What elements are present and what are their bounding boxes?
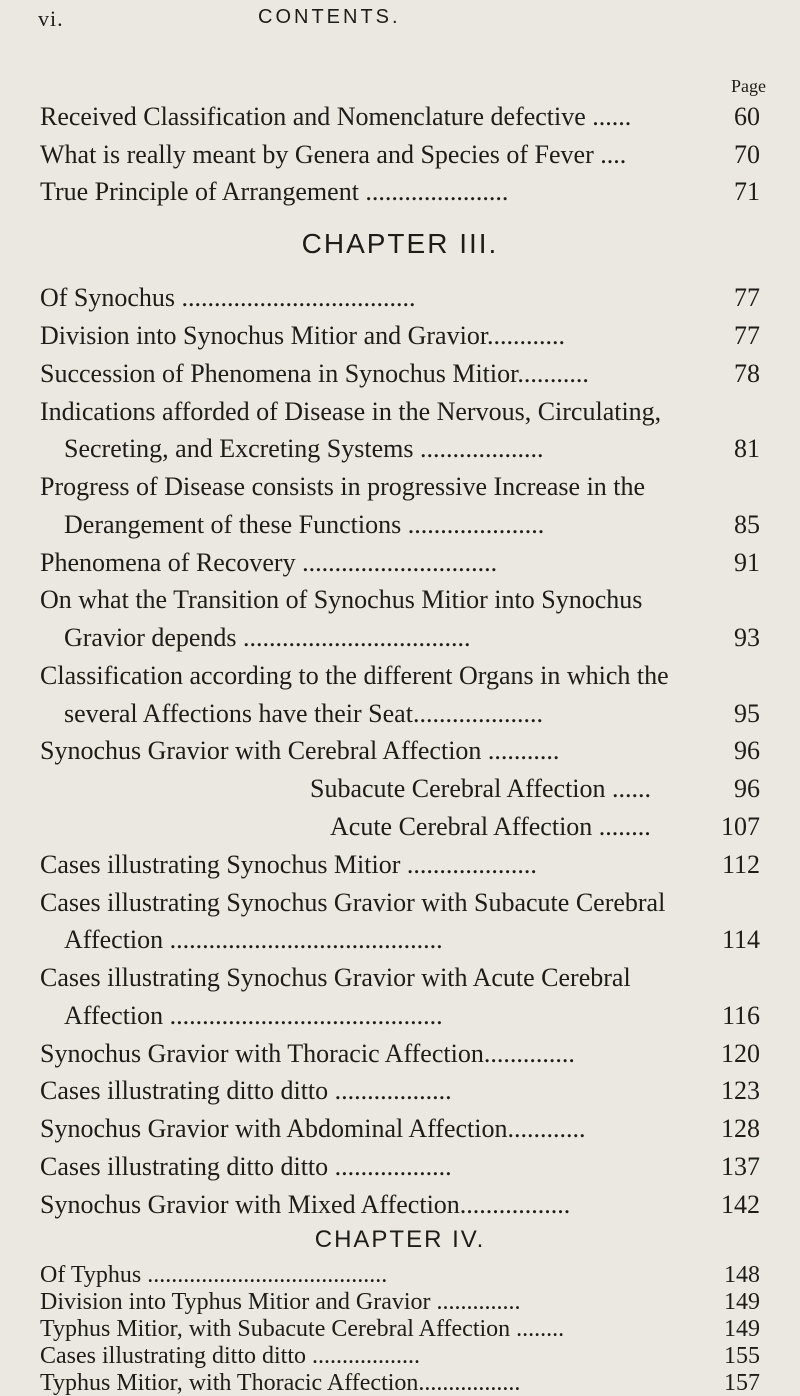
toc-page: 120 [721, 1039, 760, 1068]
toc-entry: Phenomena of Recovery .............................. [40, 548, 498, 577]
toc-page: 78 [734, 359, 760, 388]
toc-page: 96 [734, 736, 760, 765]
toc-entry: Cases illustrating ditto ditto .................. [40, 1343, 420, 1369]
toc-page: 91 [734, 548, 760, 577]
toc-page: 149 [724, 1289, 760, 1315]
toc-page: 149 [724, 1316, 760, 1342]
toc-page: 142 [721, 1190, 760, 1219]
toc-entry: Affection .......................................... [64, 925, 443, 954]
chapter-heading-iii: CHAPTER III. [301, 228, 499, 259]
toc-entry: Typhus Mitior, with Thoracic Affection................. [40, 1370, 521, 1396]
toc-entry: several Affections have their Seat.................... [64, 699, 543, 728]
toc-page: 128 [721, 1114, 760, 1143]
toc-page: 155 [724, 1343, 760, 1369]
page-column-label: Page [731, 76, 766, 96]
toc-page: 81 [734, 434, 760, 463]
toc-entry: Affection .......................................... [64, 1001, 443, 1030]
chapter-heading-iv: CHAPTER IV. [314, 1226, 486, 1253]
toc-entry: Cases illustrating ditto ditto .................. [40, 1152, 452, 1181]
toc-page: 95 [734, 699, 760, 728]
toc-entry: Typhus Mitior, with Subacute Cerebral Affection ........ [40, 1316, 565, 1342]
toc-page: 96 [734, 774, 760, 803]
toc-page: 77 [734, 321, 760, 350]
toc-entry: True Principle of Arrangement ...................... [40, 177, 509, 206]
toc-page: 112 [721, 850, 760, 879]
toc-entry: Subacute Cerebral Affection ...... [310, 774, 652, 803]
toc-page: 116 [721, 1001, 760, 1030]
toc-page: 77 [734, 283, 760, 312]
toc-entry: Of Typhus ........................................ [40, 1262, 388, 1288]
toc-entry: Acute Cerebral Affection ........ [330, 812, 651, 841]
toc-entry: What is really meant by Genera and Species of Fever .... [40, 140, 627, 169]
toc-page: 148 [724, 1262, 760, 1288]
toc-page: 157 [724, 1370, 760, 1396]
toc-entry: Classification according to the different Organs in which the [40, 661, 669, 690]
toc-entry: Cases illustrating Synochus Gravior with Acute Cerebral [40, 963, 631, 992]
toc-entry: Cases illustrating ditto ditto .................. [40, 1076, 452, 1105]
toc-entry: Cases illustrating Synochus Mitior .................... [40, 850, 537, 879]
toc-page: 137 [721, 1152, 760, 1181]
toc-entry: Derangement of these Functions ..................... [64, 510, 545, 539]
toc-entry: Secreting, and Excreting Systems ................... [64, 434, 544, 463]
toc-page: 60 [734, 102, 760, 131]
page-number: vi. [38, 6, 64, 31]
toc-page: 85 [734, 510, 760, 539]
running-title: CONTENTS. [258, 6, 401, 28]
toc-entry: Cases illustrating Synochus Gravior with Subacute Cerebral [40, 888, 666, 917]
toc-entry: Progress of Disease consists in progressive Increase in the [40, 472, 646, 501]
toc-entry: Indications afforded of Disease in the Nervous, Circulating, [40, 397, 662, 426]
toc-entry: On what the Transition of Synochus Mitior into Synochus [40, 585, 643, 614]
toc-page: 70 [734, 140, 760, 169]
toc-entry: Division into Synochus Mitior and Gravior............ [40, 321, 566, 350]
toc-entry: Gravior depends ................................... [64, 623, 471, 652]
toc-entry: Synochus Gravior with Mixed Affection................. [40, 1190, 571, 1219]
toc-page: 93 [734, 623, 760, 652]
toc-page: 114 [721, 925, 760, 954]
toc-entry: Received Classification and Nomenclature defective ...... [40, 102, 632, 131]
toc-entry: Synochus Gravior with Abdominal Affection............ [40, 1114, 586, 1143]
toc-page: 123 [721, 1076, 760, 1105]
toc-entry: Of Synochus .................................... [40, 283, 416, 312]
toc-page: 71 [734, 177, 760, 206]
toc-page: 107 [721, 812, 760, 841]
toc-entry: Synochus Gravior with Thoracic Affection.............. [40, 1039, 575, 1068]
toc-entry: Synochus Gravior with Cerebral Affection ........... [40, 736, 560, 765]
toc-entry: Division into Typhus Mitior and Gravior .............. [40, 1289, 521, 1315]
toc-entry: Succession of Phenomena in Synochus Mitior........... [40, 359, 589, 388]
